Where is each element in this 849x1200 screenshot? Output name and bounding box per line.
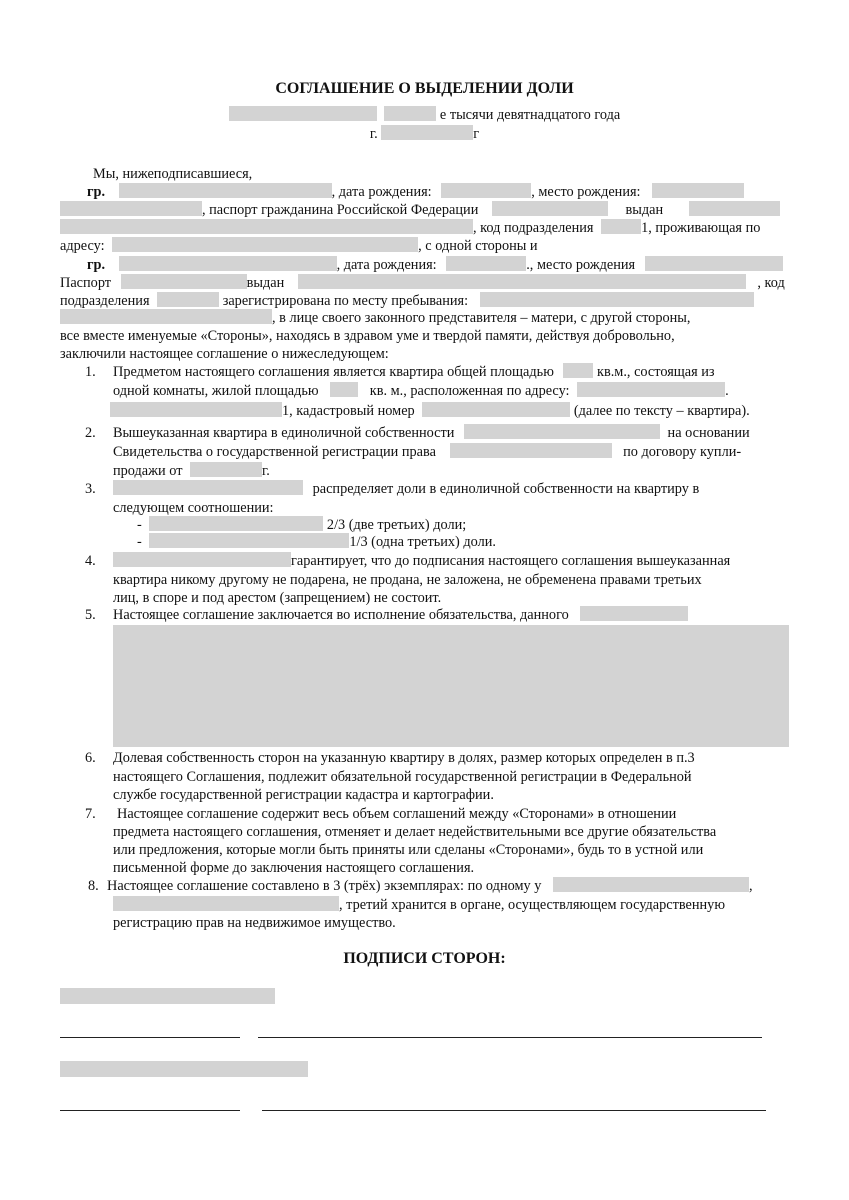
share-text: 2/3 (две третьих) доли; [326,517,467,533]
item7-line4: письменной форме до заключения настоящего соглашения. [113,860,475,876]
issued-label: выдан [246,275,285,291]
text: Настоящее соглашение составлено в 3 (трёх) экземплярах: по одному у [107,878,542,894]
birth-place-label: , место рождения: [531,184,641,200]
redaction [580,606,688,621]
redaction [190,462,262,477]
redaction [157,292,219,307]
item2-number: 2. [85,425,96,441]
text: 1, кадастровый номер [282,403,415,419]
text: одной комнаты, жилой площадью [113,383,319,399]
redaction [113,896,339,911]
item4-line3: лиц, в споре и под арестом (запрещением) не состоит. [113,590,442,606]
item1-line1 [113,363,715,381]
text: кв. м., расположенная по адресу: [369,383,570,399]
party1-line1 [87,183,744,201]
redaction [480,292,754,307]
item6-line3: службе государственной регистрации кадастра и картографии. [113,787,494,803]
redaction [229,106,377,121]
party1-line2 [60,201,780,219]
item1-number: 1. [85,364,96,380]
text: гарантирует, что до подписания настоящего соглашения вышеуказанная [291,553,731,569]
item1-line3 [110,402,750,420]
item3-share2 [137,533,496,551]
item7-line3: или предложения, которые могли быть приняты или сделаны «Сторонами», будь то в устной или [113,842,704,858]
text: Вышеуказанная квартира в единоличной собственности [113,425,455,441]
city-prefix: г. [369,126,378,142]
item3-number: 3. [85,481,96,497]
living-label: 1, проживающая по [641,220,761,236]
city-line [0,125,849,143]
date-text: е тысячи девятнадцатого года [439,107,621,123]
signatures-heading: ПОДПИСИ СТОРОН: [343,950,506,967]
redaction [553,877,749,892]
dash: - [137,517,142,533]
party2-line2 [60,274,785,292]
redaction [601,219,641,234]
item8-line3: регистрацию прав на недвижимое имущество. [113,915,396,931]
redaction [577,382,725,397]
together-line1: все вместе именуемые «Стороны», находясь в здравом уме и твердой памяти, действуя добровольно, [60,328,675,344]
redaction [119,183,332,198]
text: продажи от [113,463,183,479]
party1-line4 [60,237,538,255]
text: на основании [667,425,750,441]
redaction [464,424,660,439]
party2-line3 [60,292,754,310]
text: распределяет доли в единоличной собственности на квартиру в [312,481,700,497]
dept-code-label: , код подразделения [473,220,594,236]
redaction [330,382,358,397]
redaction [441,183,531,198]
name-line-party1 [258,1037,762,1038]
redaction [113,480,303,495]
share-text: 1/3 (одна третьих) доли. [349,534,496,550]
item6-line1: Долевая собственность сторон на указанную квартиру в долях, размер которых определен в п.3 [113,750,695,766]
code-label: , код [757,275,785,291]
birth-label: , дата рождения: [336,257,437,273]
item7-number: 7. [85,806,96,822]
redaction [492,201,608,216]
item5-line1 [113,606,688,624]
item2-line1 [113,424,750,442]
redaction [60,201,202,216]
party2-line1 [87,256,783,274]
intro: Мы, нижеподписавшиеся, [93,166,253,182]
item8-number: 8. [88,878,99,894]
gr-label: гр. [87,184,106,200]
redaction [149,516,323,531]
party2-line4 [60,309,690,327]
item4-number: 4. [85,553,96,569]
text: (далее по тексту – квартира). [573,403,750,419]
registration-label: зарегистрирована по месту пребывания: [222,293,469,309]
redaction [112,237,418,252]
redaction [110,402,282,417]
text: , третий хранится в органе, осуществляющем государственную [339,897,725,913]
item3-line2: следующем соотношении: [113,500,274,516]
redaction [384,106,436,121]
redaction [645,256,783,271]
text: кв.м., состоящая из [597,364,715,380]
gr-label: гр. [87,257,106,273]
signature-line-party2 [60,1110,240,1111]
item5-number: 5. [85,607,96,623]
document-title: СОГЛАШЕНИЕ О ВЫДЕЛЕНИИ ДОЛИ [275,80,574,97]
redaction-party1-name [60,988,275,1004]
text: . [725,383,729,399]
redaction [119,256,337,271]
item8-line1 [107,877,753,895]
redaction [113,552,291,567]
redaction [149,533,349,548]
redacted-block [113,625,789,747]
redaction [381,125,473,140]
party1-line3 [60,219,760,237]
item4-line2: квартира никому другому не подарена, не продана, не заложена, не обременена правами третьих [113,572,702,588]
redaction [446,256,526,271]
redaction-party2-name [60,1061,308,1077]
item6-number: 6. [85,750,96,766]
redaction [689,201,780,216]
issued-label: выдан [625,202,664,218]
redaction [298,274,746,289]
item4-line1 [113,552,730,570]
dash: - [137,534,142,550]
text: Свидетельства о государственной регистрации права [113,444,436,460]
address-label: адресу: [60,238,105,254]
text: г. [262,463,270,479]
city-suffix: г [473,126,480,142]
item8-line2 [113,896,725,914]
text: , [748,878,753,894]
redaction [121,274,247,289]
text: по договору купли- [623,444,742,460]
redaction [60,219,473,234]
item7-line2: предмета настоящего соглашения, отменяет и делает недействительными все другие обязательства [113,824,717,840]
redaction [563,363,593,378]
together-line2: заключили настоящее соглашение о нижеследующем: [60,346,389,362]
item1-line2 [113,382,729,400]
birth-label: , дата рождения: [331,184,432,200]
date-line [0,106,849,124]
text: Предметом настоящего соглашения является квартира общей площадью [113,364,554,380]
item7-line1: Настоящее соглашение содержит весь объем соглашений между «Сторонами» в отношении [117,806,677,822]
redaction [652,183,744,198]
item2-line2 [113,443,741,461]
item6-line2: настоящего Соглашения, подлежит обязательной государственной регистрации в Федеральной [113,769,692,785]
redaction [422,402,570,417]
signature-line-party1 [60,1037,240,1038]
representative-label: , в лице своего законного представителя – матери, с другой стороны, [272,310,691,326]
item2-line3 [113,462,270,480]
text: Настоящее соглашение заключается во исполнение обязательства, данного [113,607,569,623]
birth-place-label: ., место рождения [526,257,636,273]
passport-label: Паспорт [60,275,112,291]
redaction [60,309,272,324]
dept-label: подразделения [60,293,150,309]
redaction [450,443,612,458]
item3-share1 [137,516,466,534]
item3-line1 [113,480,699,498]
passport-label: , паспорт гражданина Российской Федерации [202,202,479,218]
side-label: , с одной стороны и [418,238,538,254]
name-line-party2 [262,1110,766,1111]
